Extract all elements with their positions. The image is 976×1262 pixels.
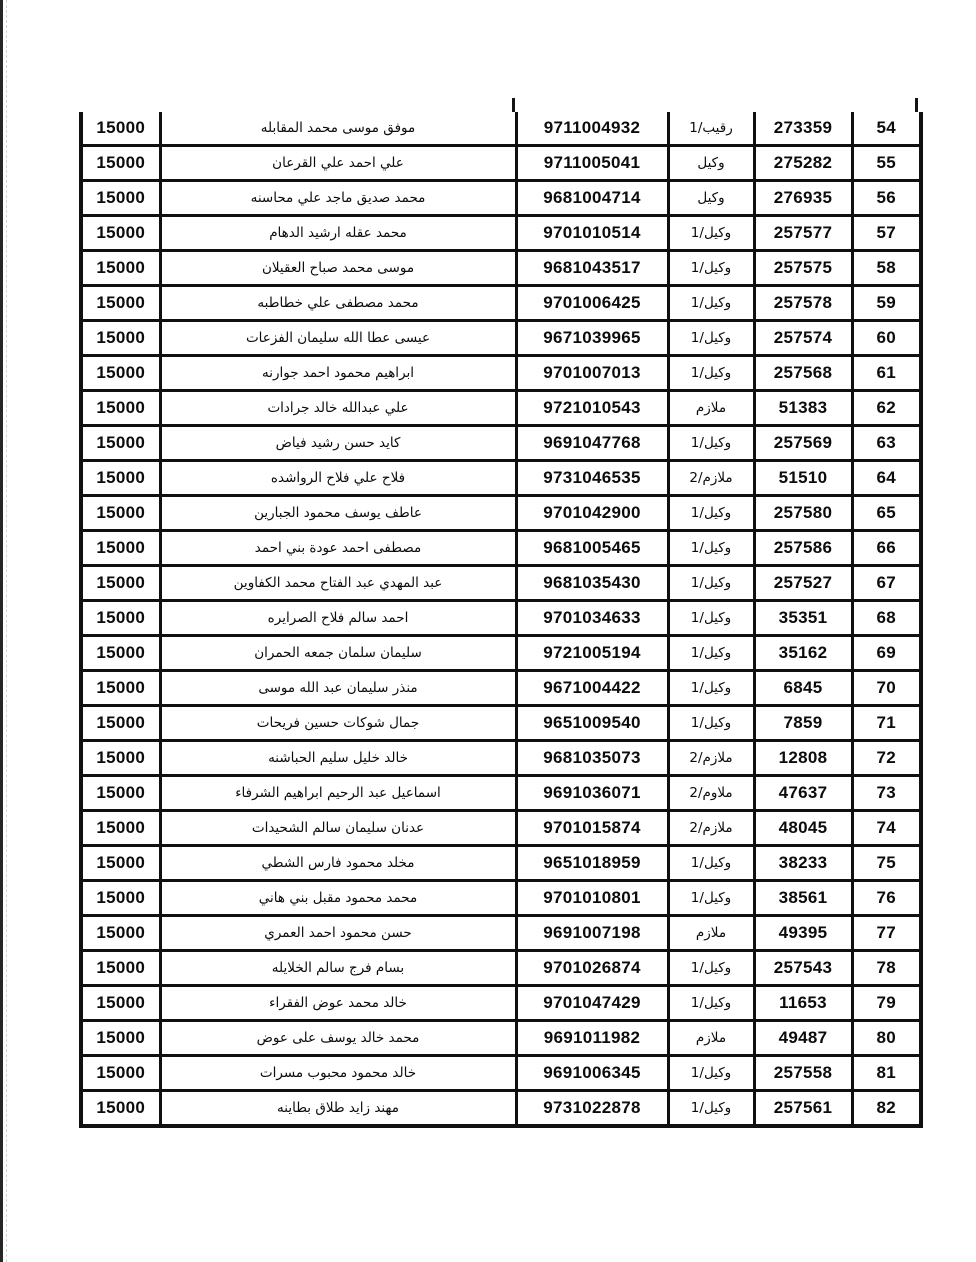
table-body — [81, 112, 921, 1126]
serial-number-cell: 58 — [852, 251, 921, 286]
rank-cell: وكيل/1 — [668, 601, 754, 636]
national-id-cell: 9681005465 — [516, 531, 668, 566]
registration-number-cell: 257568 — [754, 356, 852, 391]
national-id-cell: 9711005041 — [516, 146, 668, 181]
full-name-cell: اسماعيل عبد الرحيم ابراهيم الشرفاء — [160, 776, 516, 811]
registration-number-cell: 273359 — [754, 112, 852, 146]
table-row — [81, 1021, 921, 1056]
registration-number-cell: 257558 — [754, 1056, 852, 1091]
amount-cell: 15000 — [81, 671, 160, 706]
cutoff-rule-remnant — [915, 98, 918, 112]
full-name-cell: فلاح علي فلاح الرواشده — [160, 461, 516, 496]
full-name-cell: مخلد محمود فارس الشطي — [160, 846, 516, 881]
national-id-cell: 9691007198 — [516, 916, 668, 951]
serial-number-cell: 69 — [852, 636, 921, 671]
serial-number-cell: 82 — [852, 1091, 921, 1127]
table-row — [81, 811, 921, 846]
national-id-cell: 9691047768 — [516, 426, 668, 461]
national-id-cell: 9721010543 — [516, 391, 668, 426]
amount-cell: 15000 — [81, 426, 160, 461]
amount-cell: 15000 — [81, 181, 160, 216]
rank-cell: وكيل/1 — [668, 531, 754, 566]
rank-cell: وكيل/1 — [668, 251, 754, 286]
amount-cell: 15000 — [81, 741, 160, 776]
national-id-cell: 9651009540 — [516, 706, 668, 741]
full-name-cell: علي عبدالله خالد جرادات — [160, 391, 516, 426]
serial-number-cell: 80 — [852, 1021, 921, 1056]
rank-cell: وكيل/1 — [668, 1056, 754, 1091]
full-name-cell: جمال شوكات حسين فريحات — [160, 706, 516, 741]
national-id-cell: 9711004932 — [516, 112, 668, 146]
amount-cell: 15000 — [81, 566, 160, 601]
national-id-cell: 9691011982 — [516, 1021, 668, 1056]
amount-cell: 15000 — [81, 321, 160, 356]
amount-cell: 15000 — [81, 112, 160, 146]
full-name-cell: مهند زايد طلاق بطاينه — [160, 1091, 516, 1127]
amount-cell: 15000 — [81, 356, 160, 391]
registration-number-cell: 35351 — [754, 601, 852, 636]
amount-cell: 15000 — [81, 846, 160, 881]
rank-cell: وكيل — [668, 146, 754, 181]
national-id-cell: 9691036071 — [516, 776, 668, 811]
table-row — [81, 461, 921, 496]
rank-cell: ملازم — [668, 916, 754, 951]
table-row — [81, 881, 921, 916]
national-id-cell: 9731046535 — [516, 461, 668, 496]
full-name-cell: عيسى عطا الله سليمان الفزعات — [160, 321, 516, 356]
table-row — [81, 1056, 921, 1091]
amount-cell: 15000 — [81, 881, 160, 916]
full-name-cell: احمد سالم فلاح الصرايره — [160, 601, 516, 636]
rank-cell: ملازم/2 — [668, 461, 754, 496]
national-id-cell: 9701034633 — [516, 601, 668, 636]
table-row — [81, 916, 921, 951]
registration-number-cell: 7859 — [754, 706, 852, 741]
national-id-cell: 9701026874 — [516, 951, 668, 986]
amount-cell: 15000 — [81, 1091, 160, 1127]
national-id-cell: 9681035430 — [516, 566, 668, 601]
registration-number-cell: 49487 — [754, 1021, 852, 1056]
rank-cell: وكيل/1 — [668, 496, 754, 531]
table-row — [81, 706, 921, 741]
rank-cell: ملازم — [668, 391, 754, 426]
rank-cell: وكيل/1 — [668, 636, 754, 671]
amount-cell: 15000 — [81, 986, 160, 1021]
rank-cell: وكيل/1 — [668, 671, 754, 706]
full-name-cell: عبد المهدي عبد الفتاح محمد الكفاوين — [160, 566, 516, 601]
registration-number-cell: 51383 — [754, 391, 852, 426]
amount-cell: 15000 — [81, 286, 160, 321]
registration-number-cell: 257543 — [754, 951, 852, 986]
registration-number-cell: 257577 — [754, 216, 852, 251]
full-name-cell: موفق موسى محمد المقابله — [160, 112, 516, 146]
registration-number-cell: 257578 — [754, 286, 852, 321]
full-name-cell: محمد خالد يوسف على عوض — [160, 1021, 516, 1056]
amount-cell: 15000 — [81, 636, 160, 671]
full-name-cell: حسن محمود احمد العمري — [160, 916, 516, 951]
rank-cell: وكيل/1 — [668, 986, 754, 1021]
scan-dotted-line — [6, 0, 7, 1262]
national-id-cell: 9731022878 — [516, 1091, 668, 1127]
national-id-cell: 9651018959 — [516, 846, 668, 881]
rank-cell: وكيل/1 — [668, 1091, 754, 1127]
registration-number-cell: 11653 — [754, 986, 852, 1021]
registration-number-cell: 38233 — [754, 846, 852, 881]
amount-cell: 15000 — [81, 1056, 160, 1091]
national-id-cell: 9671039965 — [516, 321, 668, 356]
serial-number-cell: 70 — [852, 671, 921, 706]
registration-number-cell: 275282 — [754, 146, 852, 181]
cutoff-rule-remnant — [512, 98, 515, 112]
amount-cell: 15000 — [81, 251, 160, 286]
registration-number-cell: 49395 — [754, 916, 852, 951]
serial-number-cell: 59 — [852, 286, 921, 321]
serial-number-cell: 81 — [852, 1056, 921, 1091]
serial-number-cell: 60 — [852, 321, 921, 356]
full-name-cell: عاطف يوسف محمود الجبارين — [160, 496, 516, 531]
full-name-cell: خالد محمود محبوب مسرات — [160, 1056, 516, 1091]
table-row — [81, 636, 921, 671]
full-name-cell: مصطفى احمد عودة بني احمد — [160, 531, 516, 566]
table-row — [81, 216, 921, 251]
registration-number-cell: 6845 — [754, 671, 852, 706]
amount-cell: 15000 — [81, 391, 160, 426]
amount-cell: 15000 — [81, 461, 160, 496]
amount-cell: 15000 — [81, 706, 160, 741]
serial-number-cell: 71 — [852, 706, 921, 741]
table-row — [81, 776, 921, 811]
rank-cell: وكيل/1 — [668, 566, 754, 601]
full-name-cell: ابراهيم محمود احمد جوارنه — [160, 356, 516, 391]
amount-cell: 15000 — [81, 776, 160, 811]
registration-number-cell: 35162 — [754, 636, 852, 671]
table-row — [81, 286, 921, 321]
table-row — [81, 496, 921, 531]
serial-number-cell: 75 — [852, 846, 921, 881]
table-row — [81, 531, 921, 566]
serial-number-cell: 54 — [852, 112, 921, 146]
serial-number-cell: 72 — [852, 741, 921, 776]
full-name-cell: سليمان سلمان جمعه الحمران — [160, 636, 516, 671]
amount-cell: 15000 — [81, 811, 160, 846]
serial-number-cell: 56 — [852, 181, 921, 216]
table-row — [81, 181, 921, 216]
national-id-cell: 9681035073 — [516, 741, 668, 776]
full-name-cell: خالد محمد عوض الفقراء — [160, 986, 516, 1021]
registration-number-cell: 257569 — [754, 426, 852, 461]
personnel-table — [79, 112, 923, 1128]
amount-cell: 15000 — [81, 146, 160, 181]
national-id-cell: 9721005194 — [516, 636, 668, 671]
table-row — [81, 112, 921, 146]
national-id-cell: 9671004422 — [516, 671, 668, 706]
table-row — [81, 321, 921, 356]
rank-cell: وكيل/1 — [668, 881, 754, 916]
registration-number-cell: 257574 — [754, 321, 852, 356]
table-row — [81, 846, 921, 881]
registration-number-cell: 38561 — [754, 881, 852, 916]
registration-number-cell: 257586 — [754, 531, 852, 566]
table-row — [81, 986, 921, 1021]
serial-number-cell: 57 — [852, 216, 921, 251]
full-name-cell: كايد حسن رشيد فياض — [160, 426, 516, 461]
table-row — [81, 741, 921, 776]
national-id-cell: 9701047429 — [516, 986, 668, 1021]
registration-number-cell: 257575 — [754, 251, 852, 286]
full-name-cell: محمد صديق ماجد علي محاسنه — [160, 181, 516, 216]
amount-cell: 15000 — [81, 601, 160, 636]
amount-cell: 15000 — [81, 1021, 160, 1056]
registration-number-cell: 257580 — [754, 496, 852, 531]
registration-number-cell: 47637 — [754, 776, 852, 811]
registration-number-cell: 257561 — [754, 1091, 852, 1127]
full-name-cell: محمد محمود مقبل بني هاني — [160, 881, 516, 916]
amount-cell: 15000 — [81, 496, 160, 531]
national-id-cell: 9701010514 — [516, 216, 668, 251]
table-row — [81, 601, 921, 636]
rank-cell: وكيل/1 — [668, 216, 754, 251]
rank-cell: ملازم/2 — [668, 741, 754, 776]
rank-cell: وكيل/1 — [668, 286, 754, 321]
table-row — [81, 951, 921, 986]
national-id-cell: 9681004714 — [516, 181, 668, 216]
amount-cell: 15000 — [81, 951, 160, 986]
full-name-cell: محمد مصطفى علي خطاطبه — [160, 286, 516, 321]
registration-number-cell: 257527 — [754, 566, 852, 601]
amount-cell: 15000 — [81, 216, 160, 251]
serial-number-cell: 78 — [852, 951, 921, 986]
full-name-cell: موسى محمد صباح العقيلان — [160, 251, 516, 286]
rank-cell: وكيل/1 — [668, 846, 754, 881]
serial-number-cell: 66 — [852, 531, 921, 566]
table-row — [81, 671, 921, 706]
national-id-cell: 9701007013 — [516, 356, 668, 391]
rank-cell: وكيل/1 — [668, 951, 754, 986]
serial-number-cell: 79 — [852, 986, 921, 1021]
registration-number-cell: 51510 — [754, 461, 852, 496]
full-name-cell: علي احمد علي القرعان — [160, 146, 516, 181]
serial-number-cell: 63 — [852, 426, 921, 461]
serial-number-cell: 68 — [852, 601, 921, 636]
national-id-cell: 9701006425 — [516, 286, 668, 321]
full-name-cell: خالد خليل سليم الحباشنه — [160, 741, 516, 776]
national-id-cell: 9701010801 — [516, 881, 668, 916]
serial-number-cell: 77 — [852, 916, 921, 951]
rank-cell: وكيل/1 — [668, 426, 754, 461]
rank-cell: وكيل/1 — [668, 356, 754, 391]
rank-cell: ملاوم/2 — [668, 776, 754, 811]
national-id-cell: 9691006345 — [516, 1056, 668, 1091]
serial-number-cell: 73 — [852, 776, 921, 811]
registration-number-cell: 48045 — [754, 811, 852, 846]
full-name-cell: منذر سليمان عبد الله موسى — [160, 671, 516, 706]
national-id-cell: 9681043517 — [516, 251, 668, 286]
full-name-cell: محمد عقله ارشيد الدهام — [160, 216, 516, 251]
national-id-cell: 9701042900 — [516, 496, 668, 531]
serial-number-cell: 74 — [852, 811, 921, 846]
table-row — [81, 251, 921, 286]
serial-number-cell: 65 — [852, 496, 921, 531]
serial-number-cell: 64 — [852, 461, 921, 496]
registration-number-cell: 12808 — [754, 741, 852, 776]
serial-number-cell: 67 — [852, 566, 921, 601]
table-row — [81, 391, 921, 426]
table-row — [81, 146, 921, 181]
amount-cell: 15000 — [81, 916, 160, 951]
table-row — [81, 1091, 921, 1127]
rank-cell: وكيل/1 — [668, 706, 754, 741]
scan-edge-line — [0, 0, 3, 1262]
full-name-cell: بسام فرج سالم الخلايله — [160, 951, 516, 986]
serial-number-cell: 55 — [852, 146, 921, 181]
serial-number-cell: 61 — [852, 356, 921, 391]
full-name-cell: عدنان سليمان سالم الشحيدات — [160, 811, 516, 846]
amount-cell: 15000 — [81, 531, 160, 566]
rank-cell: ملازم — [668, 1021, 754, 1056]
rank-cell: رقيب/1 — [668, 112, 754, 146]
serial-number-cell: 76 — [852, 881, 921, 916]
table-row — [81, 356, 921, 391]
rank-cell: وكيل — [668, 181, 754, 216]
national-id-cell: 9701015874 — [516, 811, 668, 846]
rank-cell: ملازم/2 — [668, 811, 754, 846]
registration-number-cell: 276935 — [754, 181, 852, 216]
table-row — [81, 426, 921, 461]
rank-cell: وكيل/1 — [668, 321, 754, 356]
serial-number-cell: 62 — [852, 391, 921, 426]
table-row — [81, 566, 921, 601]
